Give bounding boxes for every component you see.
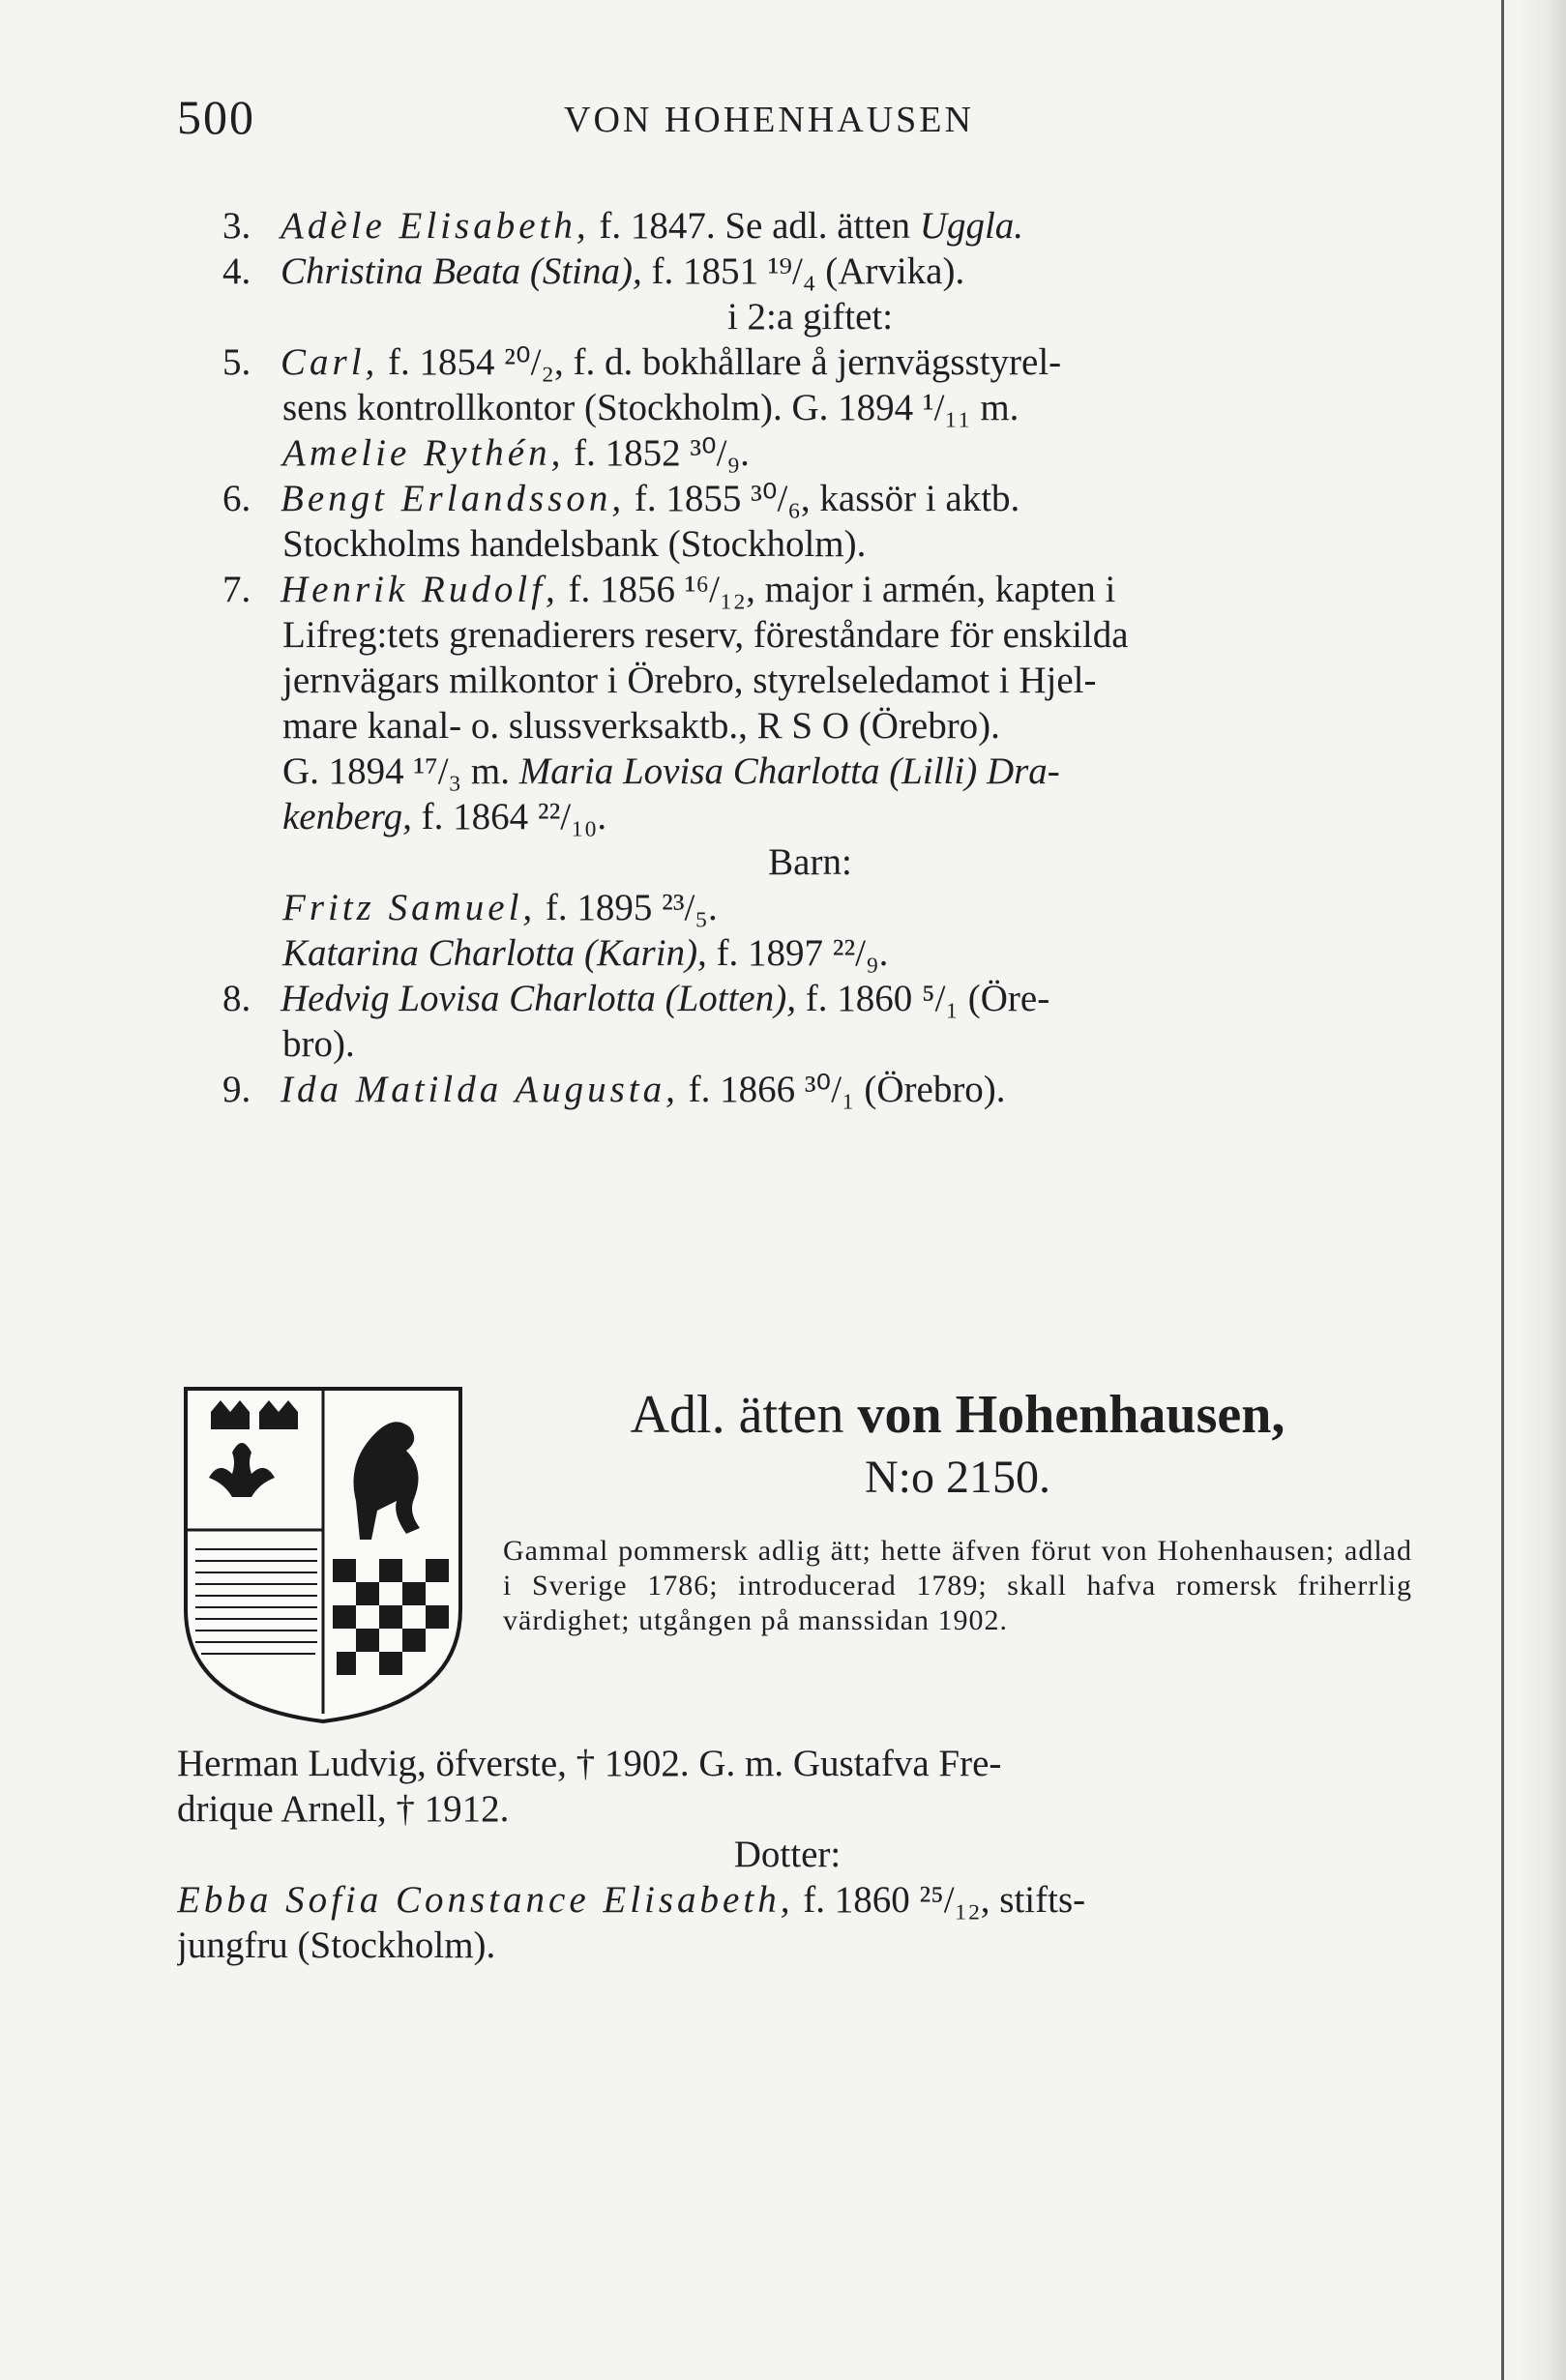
family-reference: Uggla. xyxy=(919,205,1024,247)
family-section-header xyxy=(503,1383,1412,1638)
entry-7-line4: mare kanal- o. slussverksaktb., R S O (Örebro). xyxy=(282,705,1000,747)
entry-9: 9. Ida Matilda Augusta, f. 1866 ³⁰/₁ (Örebro). xyxy=(222,1069,1006,1110)
entry-7-line6: kenberg, f. 1864 ²²/₁₀. xyxy=(282,796,607,837)
running-head: VON HOHENHAUSEN xyxy=(564,100,974,140)
page-edge-shadow xyxy=(1520,0,1566,2380)
entry-5: 5. Carl, f. 1854 ²⁰/₂, f. d. bokhållare å jernvägsstyrel- xyxy=(222,341,1062,383)
entry-8-line2: bro). xyxy=(282,1023,355,1065)
entry-8: 8. Hedvig Lovisa Charlotta (Lotten), f. 1860 ⁵/₁ (Öre- xyxy=(222,978,1050,1019)
member-line-1: Herman Ludvig, öfverste, † 1902. G. m. Gustafva Fre- xyxy=(177,1743,1002,1784)
coat-of-arms-icon xyxy=(182,1385,464,1725)
entry-7: 7. Henrik Rudolf, f. 1856 ¹⁶/₁₂, major i armén, kapten i xyxy=(222,569,1116,610)
child-1: Fritz Samuel, f. 1895 ²³/₅. xyxy=(282,887,718,928)
entry-6-line2: Stockholms handelsbank (Stockholm). xyxy=(282,523,867,565)
entry-4: 4. Christina Beata (Stina), f. 1851 ¹⁹/₄ (Arvika). xyxy=(222,250,965,292)
section-title: Adl. ätten von Hohenhausen, xyxy=(630,1385,1285,1445)
genealogy-entries xyxy=(222,203,1398,1112)
daughter-name: Ebba Sofia Constance Elisabeth, xyxy=(177,1879,794,1921)
marriage-heading: i 2:a giftet: xyxy=(726,296,894,338)
section-description: Gammal pommersk adlig ätt; hette äfven förut von Hohenhausen; adlad i Sverige 1786; introducerad 1789; skall hafva romersk friherrlig värdighet; utgången på manssidan 1902. xyxy=(503,1535,1412,1636)
daughter-entry: Ebba Sofia Constance Elisabeth, f. 1860 ²⁵/₁₂, stifts- xyxy=(177,1879,1086,1921)
entry-5-line3: Amelie Rythén, f. 1852 ³⁰/₉. xyxy=(282,432,750,474)
child-name: Katarina Charlotta (Karin), xyxy=(282,932,707,974)
entry-7-line3: jernvägars milkontor i Örebro, styrelseledamot i Hjel- xyxy=(282,660,1097,701)
family-members xyxy=(177,1741,1398,1968)
entry-name: Henrik Rudolf, xyxy=(281,569,559,610)
entry-6: 6. Bengt Erlandsson, f. 1855 ³⁰/₆, kassör i aktb. xyxy=(222,478,1020,519)
spouse-name-cont: kenberg, xyxy=(282,796,412,837)
daughter-entry-line2: jungfru (Stockholm). xyxy=(177,1925,496,1966)
page-edge-line xyxy=(1501,0,1504,2380)
entry-name: Christina Beata (Stina), xyxy=(281,250,642,292)
spouse-name: Maria Lovisa Charlotta (Lilli) Dra- xyxy=(518,750,1060,792)
entry-name: Carl, xyxy=(281,341,379,383)
section-number: N:o 2150. xyxy=(865,1452,1050,1503)
entry-name: Bengt Erlandsson, xyxy=(281,478,626,519)
child-name: Fritz Samuel, xyxy=(282,887,537,928)
children-heading: Barn: xyxy=(768,841,852,883)
daughter-heading: Dotter: xyxy=(733,1834,842,1875)
child-2: Katarina Charlotta (Karin), f. 1897 ²²/₉. xyxy=(282,932,889,974)
entry-7-line2: Lifreg:tets grenadierers reserv, föreståndare för enskilda xyxy=(282,614,1129,656)
spouse-name: Amelie Rythén, xyxy=(282,432,565,474)
entry-name: Hedvig Lovisa Charlotta (Lotten), xyxy=(281,978,796,1019)
entry-3: 3. Adèle Elisabeth, f. 1847. Se adl. ätten Uggla. xyxy=(222,205,1024,247)
entry-7-line5: G. 1894 ¹⁷/₃ m. Maria Lovisa Charlotta (Lilli) Dra- xyxy=(282,750,1060,792)
entry-5-line2: sens kontrollkontor (Stockholm). G. 1894 ¹/₁₁ m. xyxy=(282,387,1019,428)
entry-name: Ida Matilda Augusta, xyxy=(281,1069,679,1110)
page-header xyxy=(177,89,1434,147)
entry-name: Adèle Elisabeth, xyxy=(281,205,590,247)
member-line-2: drique Arnell, † 1912. xyxy=(177,1788,510,1830)
page-number: 500 xyxy=(177,90,255,144)
